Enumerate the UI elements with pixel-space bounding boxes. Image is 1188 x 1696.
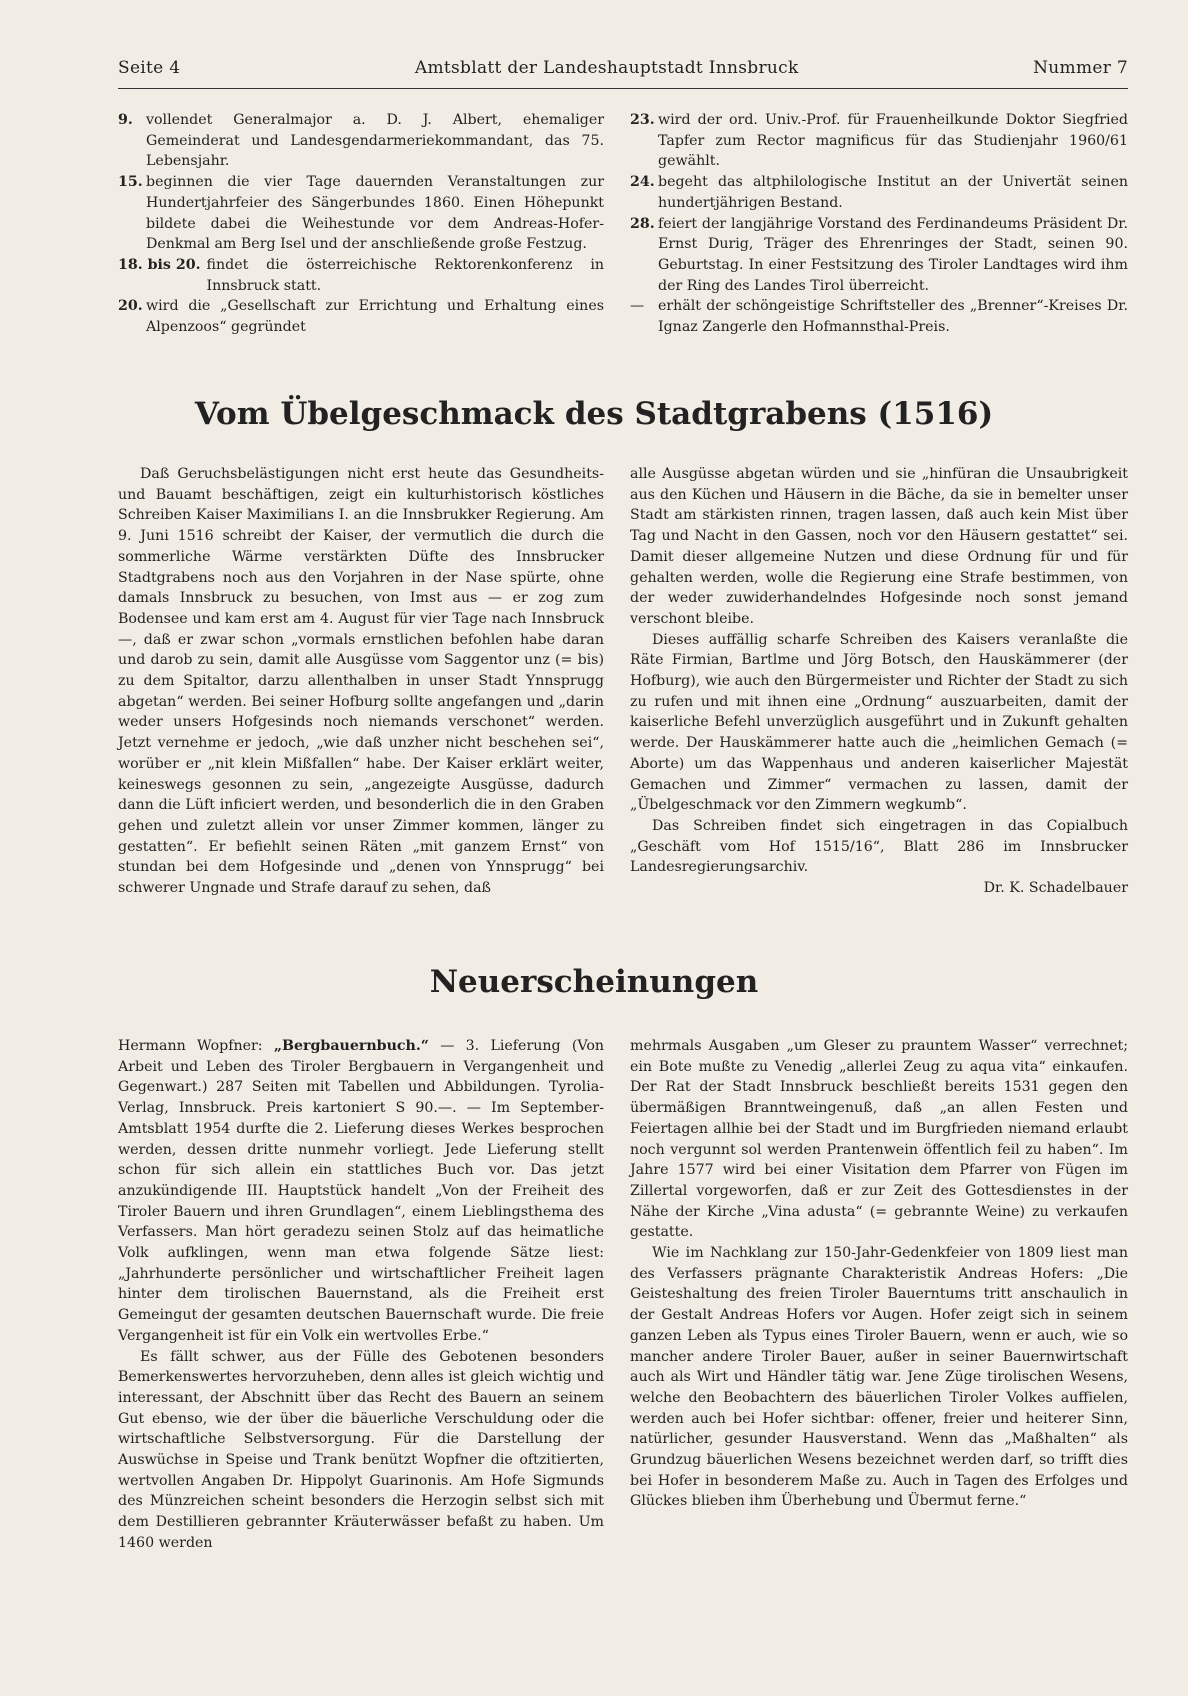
chronicle-entry: 15. beginnen die vier Tage dauernden Veranstaltungen zur Hundertjahrfeier des Sängerbundes 1860. Einen Höhepunkt bildete dabei die Weihestunde vor dem Andreas-Hofer-Denkmal am Berg Isel und der anschließende große Festzug. xyxy=(118,174,604,253)
chronicle-entry: 18. bis 20. findet die österreichische Rektorenkonferenz in Innsbruck statt. xyxy=(118,256,604,294)
article1-paragraph: Dieses auffällig scharfe Schreiben des Kaisers veranlaßte die Räte Firmian, Bartlme und Jörg Botsch, den Hauskämmerer (der Hofburg), wie auch den Bürgermeister und Richter der Stadt zu sich zu rufen und mit ihnen eine „Ordnung“ auszuarbeiten, damit der kaiserliche Befehl unverzüglich ausgeführt und in Zukunft gehalten werde. Der Hauskämmerer hatte auch die „heimlichen Gemach (= Aborte) um das Wappenhaus und anderen kaiserlicher Majestät Gemachen und Zimmer“ vermachen zu lassen, damit der „Übelgeschmack vor den Zimmern wegkumb“. xyxy=(630,631,1128,814)
book-review-paragraph: Hermann Wopfner: „Bergbauernbuch.“ — 3. Lieferung (Von Arbeit und Leben des Tiroler Bergbauern in Vergangenheit und Gegenwart.) 287 Seiten mit Tabellen und Abbildungen. Tyrolia-Verlag, Innsbruck. Preis kartoniert S 90.—. — Im September-Amtsblatt 1954 durfte die 2. Lieferung dieses Werkes besprochen werden, dessen dritte nunmehr vorliegt. Jede Lieferung stellt schon für sich allein ein stattliches Buch vor. Das jetzt anzukündigende III. Hauptstück handelt „Von der Freiheit des Tiroler Bauern und ihren Grundlagen“, einem Lieblingsthema des Verfassers. Man hört geradezu seinen Stolz auf das heimatliche Volk aufklingen, wenn man etwa folgende Sätze liest: „Jahrhunderte persönlicher und wirtschaftlicher Freiheit lagen hinter dem tirolischen Bauernstand, als die Freiheit erst Gemeingut der gesamten deutschen Bauernschaft wurde. Die freie Vergangenheit ist für ein Volk ein wertvolles Erbe.“ xyxy=(118,1038,604,1344)
book-review-paragraph: mehrmals Ausgaben „um Gleser zu prauntem Wasser“ verrechnet; ein Bote mußte zu Venedig „allerlei Zeug zu aqua vita“ einkaufen. Der Rat der Stadt Innsbruck beschließt bereits 1531 gegen den übermäßigen Branntweingenuß, daß „an allen Festen und Feiertagen allhie bei der Stadt und im Burgfrieden niemand erlaubt noch vergunnt sol werden Prantenwein öffentlich feil zu haben“. Im Jahre 1577 wird bei einer Visitation dem Pfarrer von Fügen im Zillertal vorgeworfen, daß er zur Zeit des Gottesdienstes in der Nähe der Kirche „Vina adusta“ (= gebrannte Weine) zu verkaufen gestatte. xyxy=(630,1038,1128,1241)
chronicle-entry: 23. wird der ord. Univ.-Prof. für Frauenheilkunde Doktor Siegfried Tapfer zum Rector magnificus für das Studienjahr 1960/61 gewählt. xyxy=(630,112,1128,170)
book-title: „Bergbauernbuch.“ xyxy=(273,1038,429,1054)
article1-right-column xyxy=(630,464,1128,899)
article1-left-column xyxy=(118,464,604,899)
page-header xyxy=(118,58,1128,78)
chronicle-right-column xyxy=(630,110,1128,338)
article1-paragraph: alle Ausgüsse abgetan würden und sie „hinfüran die Unsaubrigkeit aus den Küchen und Häusern in die Bäche, da sie in bemelter unser Stadt am stärkisten rinnen, tragen lassen, daß auch kein Mist über Tag und Nacht in den Gassen, noch vor den Häusern gestattet“ sei. Damit dieser allgemeine Nutzen und diese Ordnung für und für gehalten werden, wolle die Regierung eine Strafe bestimmen, von der weder zuwiderhandelndes Hofgesinde noch sonst jemand verschont bleibe. xyxy=(630,466,1128,627)
article2-right-column xyxy=(630,1036,1128,1512)
header-rule xyxy=(118,88,1128,89)
book-review-paragraph: Wie im Nachklang zur 150-Jahr-Gedenkfeier von 1809 liest man des Verfassers prägnante Charakteristik Andreas Hofers: „Die Geisteshaltung des freien Tiroler Bauerntums tritt anschaulich in der Gestalt Andreas Hofers vor Augen. Hofer zeigt sich in seinem ganzen Leben als Typus eines Tiroler Bauern, wenn er auch, wie so mancher andere Tiroler Bauer, außer in seiner Bauernwirtschaft auch als Wirt und Händler tätig war. Jene Züge tirolischen Wesens, welche den Beobachtern des bäuerlichen Tiroler Volkes auffielen, werden auch bei Hofer sichtbar: offener, freier und heiterer Sinn, natürlicher, gesunder Hausverstand. Wenn das „Maßhalten“ als Grundzug bäuerlichen Wesens bezeichnet werden darf, so trifft dies bei Hofer in besonderem Maße zu. Auch in Tagen des Erfolges und Glückes blieben ihm Überhebung und Übermut ferne.“ xyxy=(630,1245,1128,1510)
chronicle-entry: 24. begeht das altphilologische Institut an der Univertät seinen hundertjährigen Bestand. xyxy=(630,174,1128,211)
article-title-stadtgraben: Vom Übelgeschmack des Stadtgrabens (1516) xyxy=(194,396,994,432)
article1-paragraph: Daß Geruchsbelästigungen nicht erst heute das Gesundheits- und Bauamt beschäftigen, zeigt ein kulturhistorisch köstliches Schreiben Kaiser Maximilians I. an die Innsbrukker Regierung. Am 9. Juni 1516 schreibt der Kaiser, der vermutlich die durch die sommerliche Wärme verstärkten Düfte des Innsbrucker Stadtgrabens noch aus den Vorjahren in der Nase spürte, ohne damals Innsbruck zu besuchen, von Imst aus — er zog zum Bodensee und kam erst am 4. August für vier Tage nach Innsbruck —, daß er zwar schon „vormals ernstlichen befohlen habe daran und darob zu sein, damit alle Ausgüsse vom Saggentor unz (= bis) zu dem Spitaltor, darzu allenthalben in unser Stadt Ynnsprugg abgetan“ werden. Bei seiner Hofburg sollte angefangen und „darin weder unsers Hofgesinds noch niemands verschonet“ werden. Jetzt vernehme er jedoch, „wie daß unzher nicht beschehen sei“, worüber er „nit klein Mißfallen“ habe. Der Kaiser erklärt weiter, keineswegs gesonnen zu sein, „angezeigte Ausgüsse, dadurch dann die Lüft inficiert werden, und besonderlich die in den Graben gehen und zuletzt allein vor unser Zimmer kommen, länger zu gestatten“. Er befiehlt seinen Räten „mit ganzem Ernst“ von stundan bei dem Hofgesinde und „denen von Ynnsprugg“ bei schwerer Ungnade und Strafe darauf zu sehen, daß xyxy=(118,466,604,897)
chronicle-entry: — erhält der schöngeistige Schriftsteller des „Brenner“-Kreises Dr. Ignaz Zangerle den Hofmannsthal-Preis. xyxy=(630,298,1128,336)
chronicle-entry: 28. feiert der langjährige Vorstand des Ferdinandeums Präsident Dr. Ernst Durig, Träger des Ehrenringes der Stadt, seinen 90. Geburtstag. In einer Festsitzung des Tiroler Landtages wird ihm der Ring des Landes Tirol überreicht. xyxy=(630,215,1128,294)
article1-paragraph: Das Schreiben findet sich eingetragen in das Copialbuch „Geschäft vom Hof 1515/16“, Blatt 286 im Innsbrucker Landesregierungsarchiv. xyxy=(630,817,1128,876)
author-name: Dr. K. Schadelbauer xyxy=(983,880,1128,897)
article1-signature xyxy=(630,878,1128,899)
chronicle-entry: 9. vollendet Generalmajor a. D. J. Albert, ehemaliger Gemeinderat und Landesgendarmeriekommandant, das 75. Lebensjahr. xyxy=(118,112,604,170)
publication-title: Amtsblatt der Landeshauptstadt Innsbruck xyxy=(414,58,799,78)
chronicle-entry: 20. wird die „Gesellschaft zur Errichtung und Erhaltung eines Alpenzoos“ gegründet xyxy=(118,298,604,336)
book-author: Hermann Wopfner: xyxy=(118,1038,274,1054)
chronicle-left-column xyxy=(118,110,604,338)
page-number: Seite 4 xyxy=(118,58,181,78)
book-review-paragraph: Es fällt schwer, aus der Fülle des Gebotenen besonders Bemerkenswertes hervorzuheben, denn alles ist gleich wichtig und interessant, der Abschnitt über das Recht des Bauern an seinem Gut ebenso, wie der über die bäuerliche Verschuldung oder die wirtschaftliche Selbstversorgung. Für die Darstellung der Auswüchse in Speise und Trank benützt Wopfner die oftzitierten, wertvollen Angaben Dr. Hippolyt Guarinonis. Am Hofe Sigmunds des Münzreichen scheint besonders die Herzogin selbst sich mit dem Destillieren gebrannter Kräuterwässer befaßt zu haben. Um 1460 werden xyxy=(118,1348,604,1551)
article-title-neuerscheinungen: Neuerscheinungen xyxy=(429,964,759,1000)
issue-number: Nummer 7 xyxy=(1033,58,1128,78)
article2-left-column xyxy=(118,1036,604,1554)
